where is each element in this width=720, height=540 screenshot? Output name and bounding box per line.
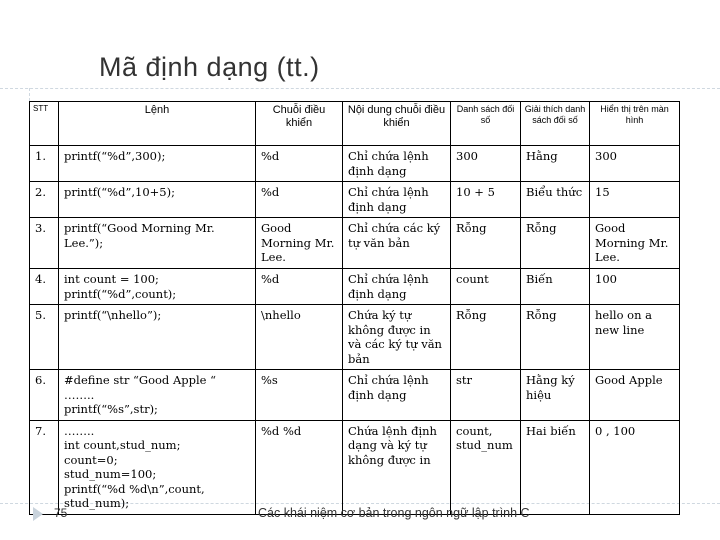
table-row <box>30 269 680 305</box>
header-hien-thi: Hiển thị trên màn hình <box>590 102 680 146</box>
cell-noidung: Chứa ký tự không được in và các ký tự văn bản <box>343 305 451 370</box>
cell-lenh: #define str “Good Apple “ …….. printf(“%s”,str); <box>59 370 256 421</box>
cell-danhsach: Rỗng <box>451 305 521 370</box>
header-danh-sach-doi-so: Danh sách đối số <box>451 102 521 146</box>
cell-noidung: Chỉ chứa các ký tự văn bản <box>343 218 451 269</box>
cell-giaithich: Rỗng <box>521 218 590 269</box>
header-giai-thich: Giải thích danh sách đối số <box>521 102 590 146</box>
cell-giaithich: Biểu thức <box>521 182 590 218</box>
header-stt: STT <box>30 102 59 146</box>
cell-hienthi: Good Apple <box>590 370 680 421</box>
table-row <box>30 182 680 218</box>
cell-giaithich: Rỗng <box>521 305 590 370</box>
cell-chuoi: Good Morning Mr. Lee. <box>256 218 343 269</box>
cell-chuoi: %d %d <box>256 420 343 514</box>
header-lenh: Lệnh <box>59 102 256 146</box>
cell-chuoi: %s <box>256 370 343 421</box>
cell-stt: 4. <box>30 269 59 305</box>
cell-giaithich: Hằng ký hiệu <box>521 370 590 421</box>
cell-chuoi: \nhello <box>256 305 343 370</box>
cell-noidung: Chứa lệnh định dạng và ký tự không được in <box>343 420 451 514</box>
cell-lenh: …….. int count,stud_num; count=0; stud_num=100; printf(“%d %d\n”,count, stud_num); <box>59 420 256 514</box>
cell-hienthi: Good Morning Mr. Lee. <box>590 218 680 269</box>
cell-danhsach: 10 + 5 <box>451 182 521 218</box>
cell-lenh: printf(“%d”,300); <box>59 146 256 182</box>
cell-hienthi: 300 <box>590 146 680 182</box>
cell-danhsach: count <box>451 269 521 305</box>
cell-danhsach: Rỗng <box>451 218 521 269</box>
cell-giaithich: Hai biến <box>521 420 590 514</box>
table-header-row <box>30 102 680 146</box>
cell-stt: 5. <box>30 305 59 370</box>
cell-stt: 2. <box>30 182 59 218</box>
slide-marker-icon <box>33 507 43 521</box>
cell-danhsach: 300 <box>451 146 521 182</box>
frame-top-line <box>0 88 720 90</box>
cell-noidung: Chỉ chứa lệnh định dạng <box>343 269 451 305</box>
table-row <box>30 146 680 182</box>
cell-chuoi: %d <box>256 269 343 305</box>
cell-hienthi: 0 , 100 <box>590 420 680 514</box>
footer-text: Các khái niệm cơ bản trong ngôn ngữ lập trình C <box>258 506 530 520</box>
cell-hienthi: hello on a new line <box>590 305 680 370</box>
header-chuoi-dieu-khien: Chuỗi điều khiển <box>256 102 343 146</box>
header-noi-dung: Nội dung chuỗi điều khiển <box>343 102 451 146</box>
table-row <box>30 218 680 269</box>
cell-giaithich: Biến <box>521 269 590 305</box>
slide-title: Mã định dạng (tt.) <box>99 52 320 82</box>
cell-hienthi: 100 <box>590 269 680 305</box>
table-row <box>30 305 680 370</box>
cell-stt: 7. <box>30 420 59 514</box>
cell-lenh: printf(“%d”,10+5); <box>59 182 256 218</box>
cell-lenh: printf(“\nhello”); <box>59 305 256 370</box>
cell-noidung: Chỉ chứa lệnh định dạng <box>343 182 451 218</box>
table-row <box>30 420 680 514</box>
table-row <box>30 370 680 421</box>
cell-noidung: Chỉ chứa lệnh định dạng <box>343 146 451 182</box>
cell-lenh: int count = 100; printf(“%d”,count); <box>59 269 256 305</box>
cell-chuoi: %d <box>256 146 343 182</box>
cell-chuoi: %d <box>256 182 343 218</box>
cell-danhsach: count, stud_num <box>451 420 521 514</box>
cell-lenh: printf(“Good Morning Mr. Lee.”); <box>59 218 256 269</box>
cell-hienthi: 15 <box>590 182 680 218</box>
cell-noidung: Chỉ chứa lệnh định dạng <box>343 370 451 421</box>
cell-giaithich: Hằng <box>521 146 590 182</box>
cell-stt: 3. <box>30 218 59 269</box>
page-number: 75 <box>54 506 68 520</box>
cell-stt: 6. <box>30 370 59 421</box>
cell-danhsach: str <box>451 370 521 421</box>
format-code-table <box>29 101 680 515</box>
cell-stt: 1. <box>30 146 59 182</box>
